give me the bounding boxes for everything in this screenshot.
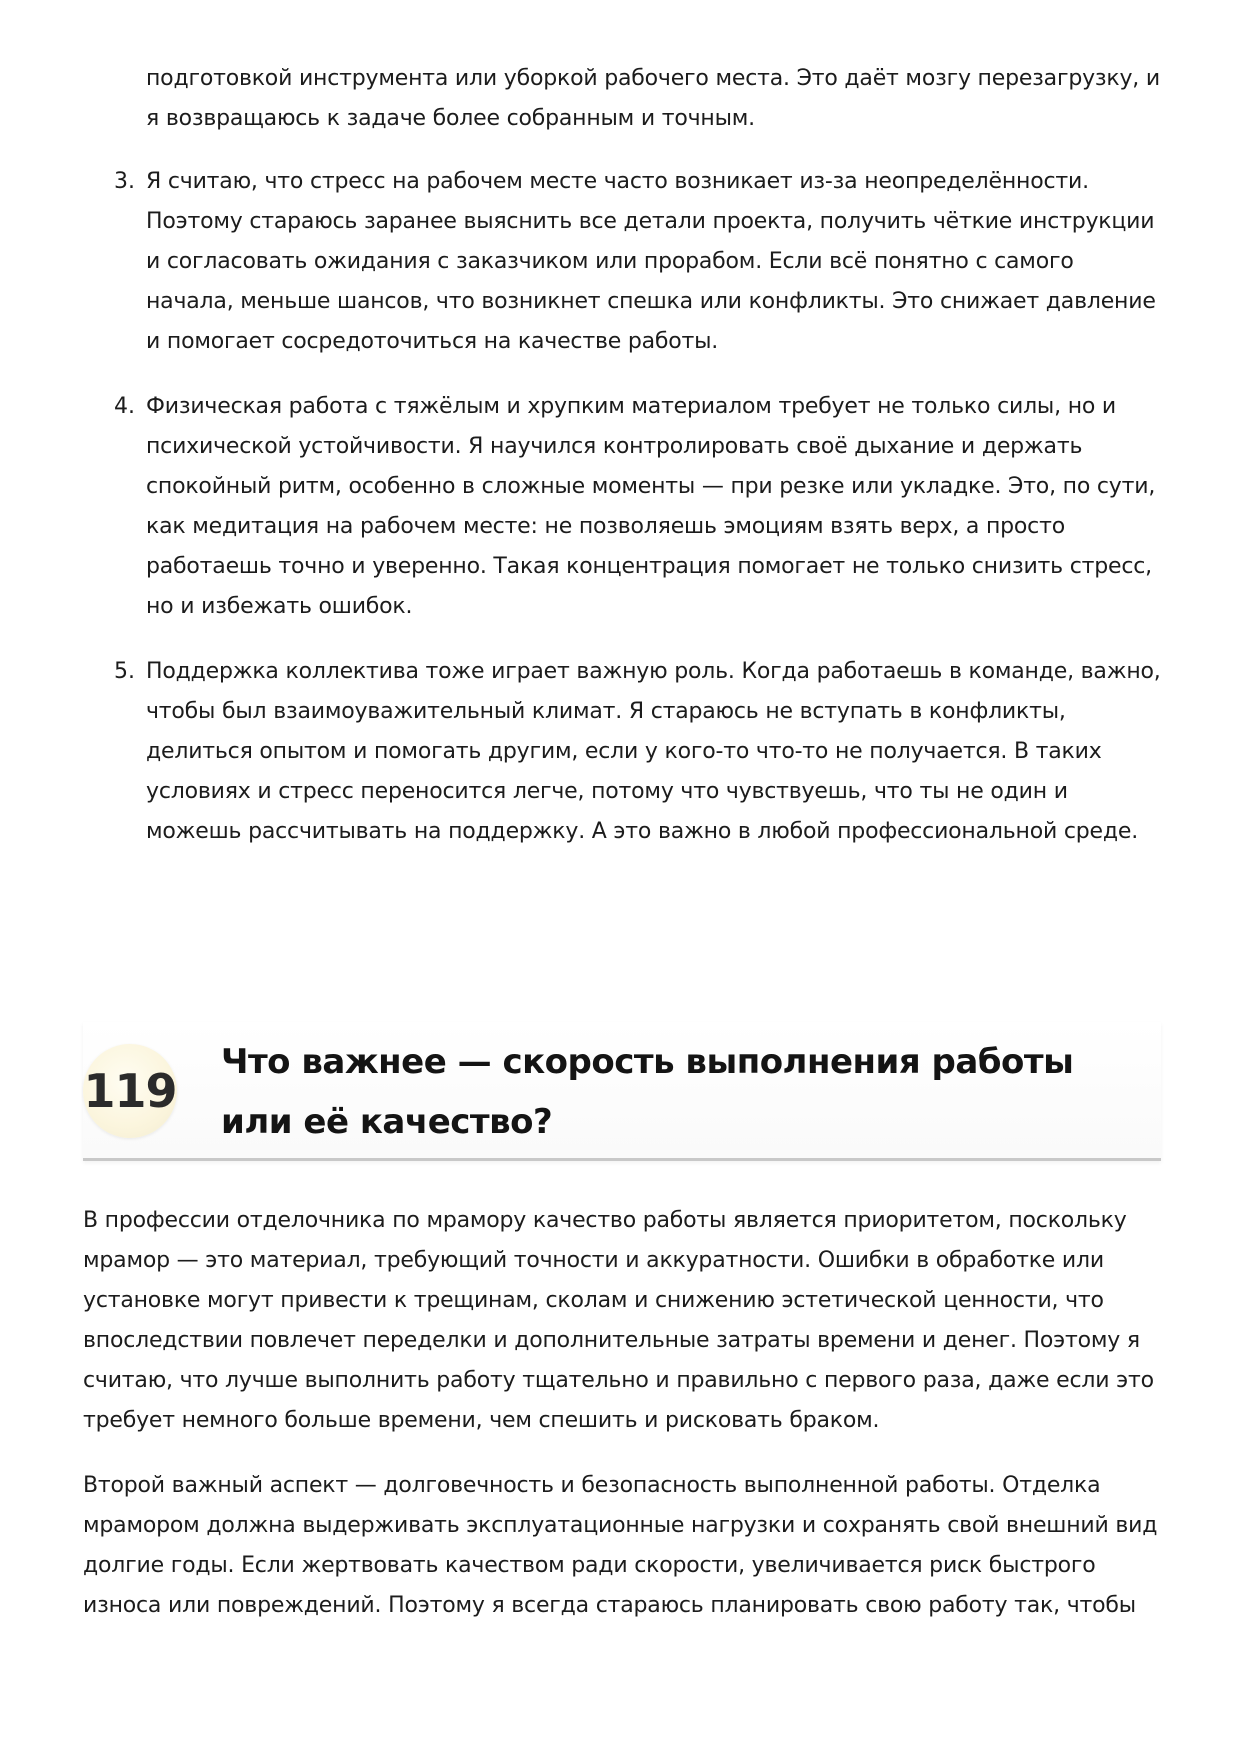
- answer-body: [83, 1201, 1161, 1626]
- list-item: [114, 162, 1161, 362]
- list-item: [114, 652, 1161, 852]
- paragraph: Второй важный аспект — долговечность и безопасность выполненной работы. Отделка мрамором должна выдерживать эксплуатационные нагрузки и сохранять свой внешний вид долгие годы. Если жертвовать качеством ради скорости, увеличивается риск быстрого износа или повреждений. Поэтому я всегда стараюсь планировать свою работу так, чтобы: [83, 1473, 1158, 1618]
- list-number: 3.: [114, 169, 135, 194]
- section-title: Что важнее — скорость выполнения работы или её качество?: [221, 1042, 1074, 1142]
- question-number: 119: [83, 1064, 177, 1118]
- list-number: 5.: [114, 659, 135, 684]
- list-item: [114, 387, 1161, 627]
- list-item-text: Физическая работа с тяжёлым и хрупким материалом требует не только силы, но и психической устойчивости. Я научился контролировать своё дыхание и держать спокойный ритм, особенно в сложные моменты — при резке или укладке. Это, по сути, как медитация на рабочем месте: не позволяешь эмоциям взять верх, а просто работаешь точно и уверенно. Такая концентрация помогает не только снизить стресс, но и избежать ошибок.: [146, 394, 1156, 619]
- numbered-list: [114, 162, 1161, 877]
- list-number: 4.: [114, 394, 135, 419]
- list-item-text: Поддержка коллектива тоже играет важную роль. Когда работаешь в команде, важно, чтобы был взаимоуважительный климат. Я стараюсь не вступать в конфликты, делиться опытом и помогать другим, если у кого-то что-то не получается. В таких условиях и стресс переносится легче, потому что чувствуешь, что ты не один и можешь рассчитывать на поддержку. А это важно в любой профессиональной среде.: [146, 659, 1161, 844]
- question-number-badge: [83, 1044, 177, 1138]
- list-item-2-continuation: подготовкой инструмента или уборкой рабочего места. Это даёт мозгу перезагрузку, и я возвращаюсь к задаче более собранным и точным.: [146, 66, 1160, 131]
- list-item-text: Я считаю, что стресс на рабочем месте часто возникает из-за неопределённости. Поэтому стараюсь заранее выяснить все детали проекта, получить чёткие инструкции и согласовать ожидания с заказчиком или прорабом. Если всё понятно с самого начала, меньше шансов, что возникнет спешка или конфликты. Это снижает давление и помогает сосредоточиться на качестве работы.: [146, 169, 1156, 354]
- section-heading: [83, 1022, 1161, 1160]
- paragraph: В профессии отделочника по мрамору качество работы является приоритетом, поскольку мрамор — это материал, требующий точности и аккуратности. Ошибки в обработке или установке могут привести к трещинам, сколам и снижению эстетической ценности, что впоследствии повлечет переделки и дополнительные затраты времени и денег. Поэтому я считаю, что лучше выполнить работу тщательно и правильно с первого раза, даже если это требует немного больше времени, чем спешить и рисковать браком.: [83, 1208, 1154, 1433]
